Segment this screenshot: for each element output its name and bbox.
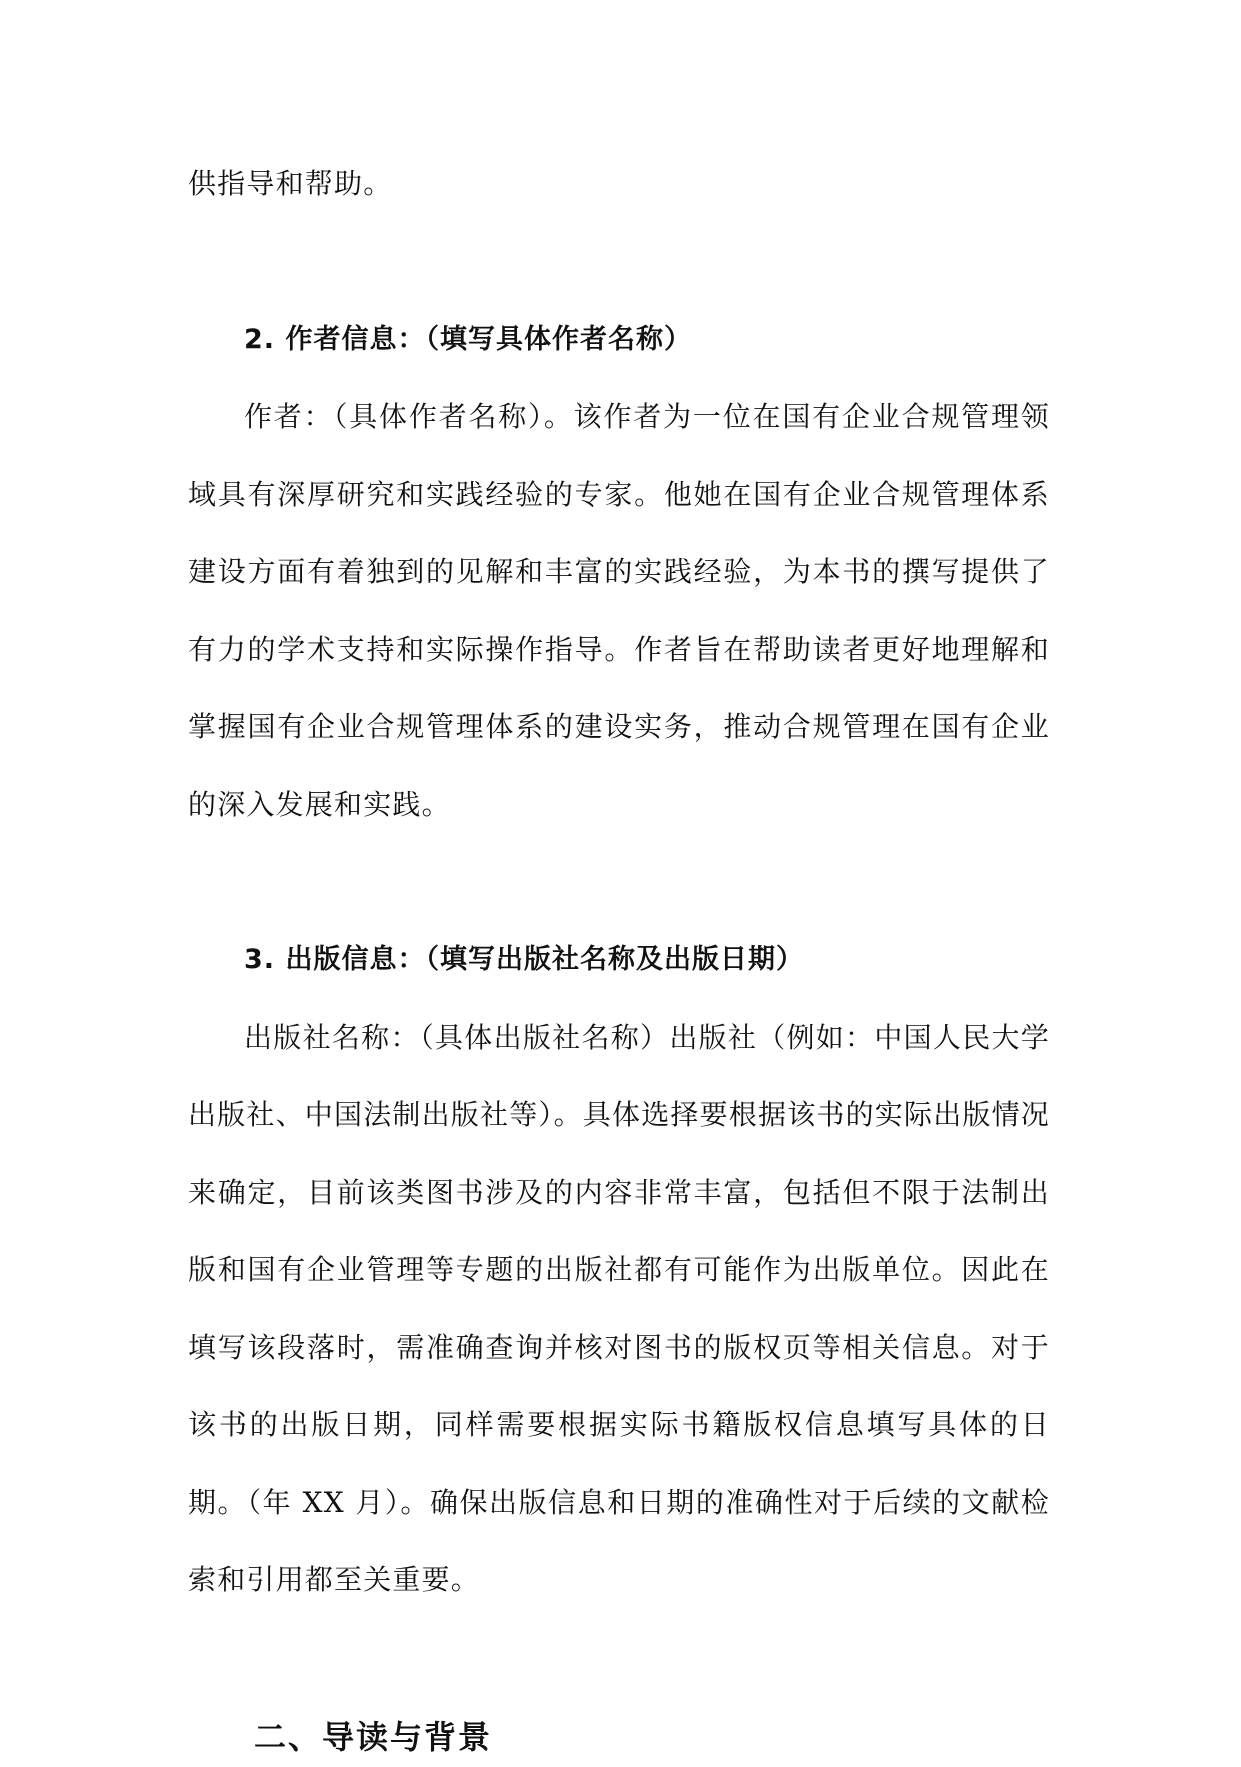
chapter-two-title: 二、导读与背景: [254, 1717, 493, 1756]
page-content: [188, 145, 1050, 1767]
author-info-heading: 2. 作者信息：（填写具体作者名称）: [244, 323, 692, 355]
spacer: [188, 843, 1050, 921]
continuation-paragraph: 供指导和帮助。: [188, 167, 393, 200]
publication-info-heading: 3. 出版信息：（填写出版社名称及出版日期）: [244, 944, 804, 975]
spacer: [188, 1619, 1050, 1707]
spacer: [188, 223, 1050, 301]
publication-info-paragraph: 出版社名称：（具体出版社名称）出版社（例如：中国人民大学出版社、中国法制出版社等）。具体选择要根据该书的实际出版情况来确定，目前该类图书涉及的内容非常丰富，包括但不限于法制出版和国有企业管理等专题的出版社都有可能作为出版单位。因此在填写该段落时，需准确查询并核对图书的版权页等相关信息。对于该书的出版日期，同样需要根据实际书籍版权信息填写具体的日期。（年 XX 月）。确保出版信息和日期的准确性对于后续的文献检索和引用都至关重要。: [188, 1020, 1051, 1596]
author-info-paragraph: 作者：（具体作者名称）。该作者为一位在国有企业合规管理领域具有深厚研究和实践经验的专家。他她在国有企业合规管理体系建设方面有着独到的见解和丰富的实践经验，为本书的撰写提供了有力的学术支持和实际操作指导。作者旨在帮助读者更好地理解和掌握国有企业合规管理体系的建设实务，推动合规管理在国有企业的深入发展和实践。: [188, 400, 1050, 821]
